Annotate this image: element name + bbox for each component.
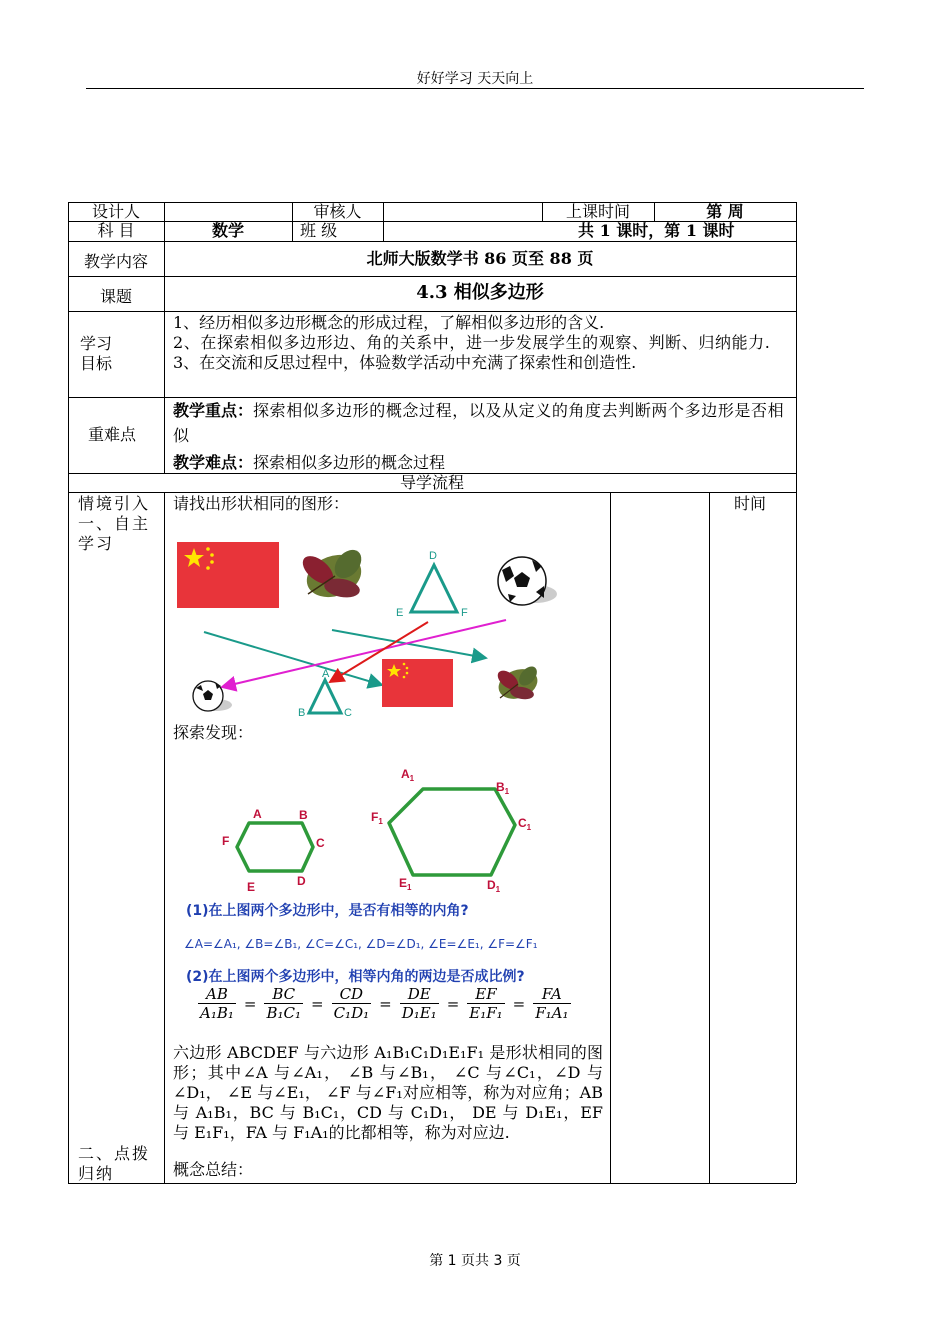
header-divider [86,88,864,89]
key-point-text: 探索相似多边形的概念过程，以及从定义的角度去判断两个多边形是否相似 [173,401,785,445]
point-label-a: A [322,668,330,680]
flow-label: 导学流程 [399,473,464,492]
period-text: 共 1 课时，第 1 课时 [578,221,735,240]
ratio-cd: $\frac{CD}{\text{C₁D₁}}$ [333,985,370,1022]
point-label-e: E [396,607,404,619]
hex-large-label-c: $C_1$ [518,816,532,832]
ratio-equation: $\frac{AB}{\text{A₁B₁}}$ = $\frac{BC}{\text{B₁C₁}}$ = $\frac{CD}{\text{C₁D₁}}$ = $\frac{DE}{\text{D₁E₁}}$ = $\frac{EF}{\text{E₁F₁}}$ = $\frac{FA}{\text{F₁A₁}}$ [200,985,569,1022]
section-1-label: 情境引入一、自主学习 [78,494,151,553]
section-2-label: 二、点拨归纳 [78,1144,151,1183]
content-label: 教学内容 [83,252,148,271]
hex-small-label-c: C [316,836,325,850]
difficulty-point [173,453,791,473]
ratio-ab: $\frac{AB}{\text{A₁B₁}}$ [200,985,234,1022]
ratio-fa: $\frac{FA}{\text{F₁A₁}}$ [535,985,569,1022]
hexagon-small [237,823,313,871]
soccer-ball-large [498,557,557,605]
class-time-label: 上课时间 [565,202,630,221]
reviewer-label: 审核人 [313,202,362,221]
shapes-illustration [170,530,570,725]
point-label-f: F [461,607,468,619]
triangle-abc [309,680,341,713]
ratio-ef: $\frac{EF}{\text{E₁F₁}}$ [469,985,503,1022]
hex-large-label-b: $B_1$ [496,780,510,796]
key-label: 重难点 [88,425,137,444]
goal-item: 1、经历相似多边形概念的形成过程，了解相似多边形的含义. [173,313,605,332]
designer-label: 设计人 [91,202,140,221]
difficulty-label: 教学难点： [173,453,254,472]
explore-text: 探索发现： [173,723,254,742]
angle-equalities: ∠A=∠A₁, ∠B=∠B₁, ∠C=∠C₁, ∠D=∠D₁, ∠E=∠E₁, ∠F=∠F₁ [184,937,538,951]
prompt-text: 请找出形状相同的图形： [173,494,350,513]
ratio-de: $\frac{DE}{\text{D₁E₁}}$ [401,985,437,1022]
subject-label: 科 目 [97,221,135,240]
point-label-d: D [429,550,437,562]
point-label-c: C [344,707,352,719]
hex-small-label-d: D [297,874,306,888]
point-label-b: B [298,707,306,719]
hexagon-large [389,789,515,875]
flag-large [177,542,279,608]
hex-large-label-d: $D_1$ [487,878,501,894]
goal-item: 3、在交流和反思过程中，体验数学活动中充满了探索性和创造性. [173,353,637,372]
page-footer: 第 1 页共 3 页 [429,1253,521,1269]
question-2: (2)在上图两个多边形中，相等内角的两边是否成比例? [186,969,525,985]
triangle-def [411,565,457,612]
goal-item: 2、在探索相似多边形边、角的关系中，进一步发展学生的观察、判断、归纳能力. [173,333,771,352]
time-label: 时间 [734,494,767,513]
description-paragraph: 六边形 ABCDEF 与六边形 A₁B₁C₁D₁E₁F₁ 是形状相同的图形；其中∠A 与∠A₁， ∠B 与∠B₁， ∠C 与∠C₁，∠D 与∠D₁， ∠E 与∠E₁， ∠F 与∠F₁对应相等，称为对应角；AB 与 A₁B₁，BC 与 B₁C₁，CD 与 C₁D₁， DE 与 D₁E₁，EF 与 E₁F₁，FA 与 F₁A₁的比都相等，称为对应边. [173,1043,603,1142]
difficulty-text: 探索相似多边形的概念过程 [253,453,446,472]
class-label: 班 级 [300,221,338,240]
key-point-label: 教学重点： [173,401,254,420]
ratio-bc: $\frac{BC}{\text{B₁C₁}}$ [266,985,301,1022]
goals-list [173,313,791,373]
hex-small-label-e: E [247,880,256,894]
goals-label-2: 目标 [80,354,113,373]
topic-value: 4.3 相似多边形 [416,282,544,303]
key-point [173,398,791,448]
match-arrow [204,632,382,685]
hex-large-label-e: $E_1$ [399,876,412,892]
question-1: (1)在上图两个多边形中，是否有相等的内角? [186,903,469,919]
hex-small-label-f: F [222,834,230,848]
subject-value: 数学 [211,221,244,240]
goals-label-1: 学习 [80,334,113,353]
hex-small-label-b: B [299,808,308,822]
content-value: 北师大版数学书 86 页至 88 页 [366,249,594,268]
hex-large-label-a: $A_1$ [401,767,415,783]
page-header: 好好学习 天天向上 [416,71,534,87]
leaf-large [298,545,367,605]
hexagons-illustration [215,765,545,895]
leaf-small [494,663,541,704]
hex-small-label-a: A [253,807,262,821]
flag-small [382,659,453,707]
topic-label: 课题 [99,287,132,306]
week-label: 第 周 [706,202,744,221]
summary-label: 概念总结： [173,1160,254,1179]
hex-large-label-f: $F_1$ [371,810,383,826]
